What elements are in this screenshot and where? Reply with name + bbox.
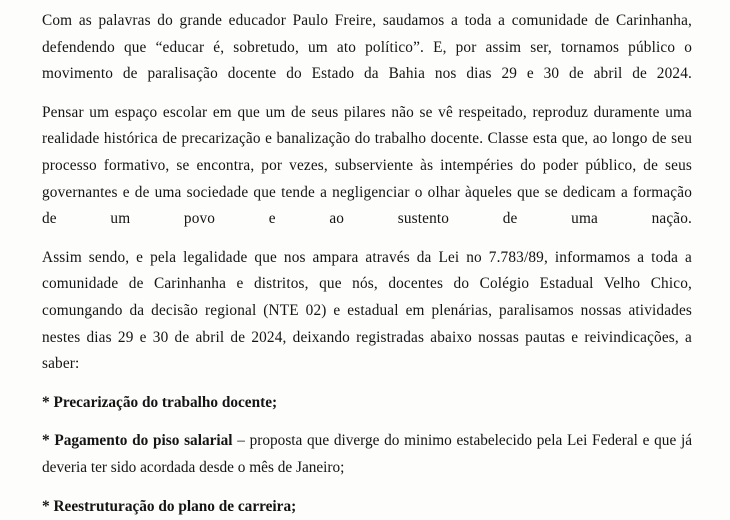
demand-title-1: Precarização do trabalho docente; <box>53 394 277 411</box>
demand-marker-2: * <box>42 432 50 449</box>
demand-marker-3: * <box>42 498 50 515</box>
paragraph-legal-notice: Assim sendo, e pela legalidade que nos ampara através da Lei no 7.783/89, informamos a toda a comunidade de Carinhanha e distritos, que nós, docentes do Colégio Estadual Velho Chico, comungando da decisão regional (NTE 02) e estadual em plenárias, paralisamos nossas atividades nestes dias 29 e 30 de abril de 2024, deixando registradas abaixo nossas pautas e reivindicações, a saber: <box>42 245 692 378</box>
demand-item-2 <box>42 428 692 481</box>
demand-detail-2: – proposta que diverge do minimo estabelecido pela Lei Federal e que já deveria ter sido acordada desde o mês de Janeiro; <box>42 432 692 476</box>
demand-item-1 <box>42 390 692 417</box>
paragraph-intro: Com as palavras do grande educador Paulo Freire, saudamos a toda a comunidade de Carinhanha, defendendo que “educar é, sobretudo, um ato político”. E, por assim ser, tornamos público o movimento de paralisação docente do Estado da Bahia nos dias 29 e 30 de abril de 2024. <box>42 8 692 88</box>
demand-title-2: Pagamento do piso salarial <box>54 432 232 449</box>
demand-marker-1: * <box>42 394 50 411</box>
demand-title-3: Reestruturação do plano de carreira; <box>53 498 296 515</box>
paragraph-context: Pensar um espaço escolar em que um de seus pilares não se vê respeitado, reproduz duramente uma realidade histórica de precarização e banalização do trabalho docente. Classe esta que, ao longo de seu processo formativo, se encontra, por vezes, subserviente às intempéries do poder público, de seus governantes e de uma sociedade que tende a negligenciar o olhar àqueles que se dedicam a formação de um povo e ao sustento de uma nação. <box>42 100 692 233</box>
demand-item-3 <box>42 494 692 520</box>
document-body <box>42 6 692 520</box>
